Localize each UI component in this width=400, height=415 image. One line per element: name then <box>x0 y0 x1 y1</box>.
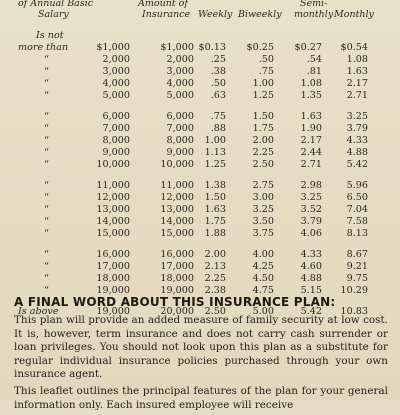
table-row <box>0 273 400 285</box>
paragraph-2: This leaflet outlines the principal features of the plan for your general information only. Each insured employee will receive <box>14 384 388 411</box>
salary-cell: 15,000 <box>96 228 130 239</box>
weekly-cell: 1.88 <box>204 228 226 239</box>
table-row <box>0 54 400 66</box>
salary-cell: 8,000 <box>102 135 130 146</box>
table-row <box>0 123 400 135</box>
insurance-cell: 13,000 <box>160 204 194 215</box>
header-weekly: Weekly <box>198 9 233 20</box>
rate-table <box>0 30 400 318</box>
insurance-cell: 5,000 <box>166 90 194 101</box>
salary-cell: 10,000 <box>96 159 130 170</box>
salary-cell: 12,000 <box>96 192 130 203</box>
monthly-cell: 7.04 <box>346 204 368 215</box>
table-row <box>0 192 400 204</box>
monthly-cell: 8.67 <box>346 249 368 260</box>
semimonthly-cell: 1.63 <box>300 111 322 122</box>
group-spacer <box>0 240 400 249</box>
semimonthly-cell: 5.15 <box>300 285 322 296</box>
monthly-cell: 7.58 <box>346 216 368 227</box>
biweekly-cell: 4.75 <box>252 285 274 296</box>
insurance-cell: $1,000 <box>160 42 194 53</box>
salary-cell: 13,000 <box>96 204 130 215</box>
weekly-cell: 1.00 <box>204 135 226 146</box>
row-label: “ <box>44 111 49 122</box>
monthly-cell: 1.08 <box>346 54 368 65</box>
row-label: “ <box>44 135 49 146</box>
row-label: “ <box>44 78 49 89</box>
salary-cell: 19,000 <box>96 306 130 317</box>
first-label-line1: Is not <box>36 30 64 41</box>
monthly-cell: 1.63 <box>346 66 368 77</box>
weekly-cell: .75 <box>210 111 226 122</box>
weekly-cell: 2.00 <box>204 249 226 260</box>
insurance-cell: 16,000 <box>160 249 194 260</box>
insurance-cell: 10,000 <box>160 159 194 170</box>
semimonthly-cell: 4.06 <box>300 228 322 239</box>
paragraph-1: This plan will provide an added measure of family security at low cost. It is, however, term insurance and does not carry cash surrender or loan privileges. You should not look upon this plan as a substitute for regular individual insurance policies purchased through your own insurance agent. <box>14 314 388 381</box>
monthly-cell: 10.83 <box>340 306 368 317</box>
monthly-cell: 2.71 <box>346 90 368 101</box>
weekly-cell: 1.50 <box>204 192 226 203</box>
salary-cell: 17,000 <box>96 261 130 272</box>
weekly-cell: 2.38 <box>204 285 226 296</box>
insurance-cell: 19,000 <box>160 285 194 296</box>
header-salary-top: of Annual Basic <box>18 0 94 9</box>
monthly-cell: 8.13 <box>346 228 368 239</box>
weekly-cell: 1.38 <box>204 180 226 191</box>
monthly-cell: 3.25 <box>346 111 368 122</box>
salary-cell: 11,000 <box>96 180 130 191</box>
monthly-cell: 2.17 <box>346 78 368 89</box>
salary-cell: 9,000 <box>102 147 130 158</box>
biweekly-cell: 4.00 <box>252 249 274 260</box>
weekly-cell: 2.13 <box>204 261 226 272</box>
biweekly-cell: 2.00 <box>252 135 274 146</box>
biweekly-cell: 3.00 <box>252 192 274 203</box>
biweekly-cell: .75 <box>258 66 274 77</box>
group-spacer <box>0 171 400 180</box>
table-row <box>0 42 400 54</box>
weekly-cell: .63 <box>210 90 226 101</box>
weekly-cell: 2.25 <box>204 273 226 284</box>
table-row <box>0 180 400 192</box>
salary-cell: 14,000 <box>96 216 130 227</box>
table-row <box>0 249 400 261</box>
biweekly-cell: 1.50 <box>252 111 274 122</box>
biweekly-cell: 1.75 <box>252 123 274 134</box>
weekly-cell: $0.13 <box>198 42 226 53</box>
row-label: “ <box>44 159 49 170</box>
monthly-cell: 4.88 <box>346 147 368 158</box>
insurance-cell: 3,000 <box>166 66 194 77</box>
insurance-cell: 15,000 <box>160 228 194 239</box>
salary-cell: 6,000 <box>102 111 130 122</box>
insurance-cell: 4,000 <box>166 78 194 89</box>
row-label: “ <box>44 204 49 215</box>
salary-cell: 3,000 <box>102 66 130 77</box>
table-row <box>0 228 400 240</box>
insurance-cell: 12,000 <box>160 192 194 203</box>
table-header <box>0 0 400 28</box>
row-label: “ <box>44 66 49 77</box>
row-label: “ <box>44 192 49 203</box>
table-row <box>0 159 400 171</box>
header-salary: Salary <box>38 9 69 20</box>
semimonthly-cell: 4.60 <box>300 261 322 272</box>
semimonthly-cell: $0.27 <box>294 42 322 53</box>
monthly-cell: 9.21 <box>346 261 368 272</box>
semimonthly-cell: 2.44 <box>300 147 322 158</box>
row-label: “ <box>44 273 49 284</box>
insurance-cell: 2,000 <box>166 54 194 65</box>
monthly-cell: 9.75 <box>346 273 368 284</box>
weekly-cell: .38 <box>210 66 226 77</box>
semimonthly-cell: 3.52 <box>300 204 322 215</box>
row-label: “ <box>44 54 49 65</box>
header-insurance: Insurance <box>142 9 191 20</box>
insurance-cell: 18,000 <box>160 273 194 284</box>
table-row <box>0 261 400 273</box>
row-label: Is above <box>18 306 59 317</box>
row-label: “ <box>44 90 49 101</box>
salary-cell: 7,000 <box>102 123 130 134</box>
row-label: “ <box>44 285 49 296</box>
biweekly-cell: 3.75 <box>252 228 274 239</box>
semimonthly-cell: 2.17 <box>300 135 322 146</box>
row-label: “ <box>44 216 49 227</box>
table-row <box>0 90 400 102</box>
row-label: “ <box>44 123 49 134</box>
table-row <box>0 147 400 159</box>
table-row <box>0 111 400 123</box>
monthly-cell: 6.50 <box>346 192 368 203</box>
insurance-cell: 17,000 <box>160 261 194 272</box>
insurance-cell: 8,000 <box>166 135 194 146</box>
salary-cell: 16,000 <box>96 249 130 260</box>
biweekly-cell: 2.25 <box>252 147 274 158</box>
row-label: “ <box>44 249 49 260</box>
semimonthly-cell: 2.98 <box>300 180 322 191</box>
row-label: “ <box>44 228 49 239</box>
header-semimonthly: monthly <box>294 9 334 20</box>
row-label: “ <box>44 180 49 191</box>
row-label: more than <box>18 42 69 53</box>
weekly-cell: 1.63 <box>204 204 226 215</box>
biweekly-cell: 5.00 <box>252 306 274 317</box>
biweekly-cell: 4.50 <box>252 273 274 284</box>
row-label: “ <box>44 147 49 158</box>
biweekly-cell: 1.25 <box>252 90 274 101</box>
semimonthly-cell: 4.33 <box>300 249 322 260</box>
weekly-cell: .88 <box>210 123 226 134</box>
weekly-cell: 1.75 <box>204 216 226 227</box>
semimonthly-cell: 1.08 <box>300 78 322 89</box>
weekly-cell: 1.25 <box>204 159 226 170</box>
biweekly-cell: 3.25 <box>252 204 274 215</box>
table-row <box>0 66 400 78</box>
insurance-cell: 6,000 <box>166 111 194 122</box>
insurance-cell: 7,000 <box>166 123 194 134</box>
salary-cell: 19,000 <box>96 285 130 296</box>
header-semi-top: Semi- <box>300 0 328 9</box>
semimonthly-cell: 1.90 <box>300 123 322 134</box>
insurance-cell: 9,000 <box>166 147 194 158</box>
table-row <box>0 135 400 147</box>
insurance-cell: 20,000 <box>160 306 194 317</box>
semimonthly-cell: 1.35 <box>300 90 322 101</box>
biweekly-cell: $0.25 <box>246 42 274 53</box>
salary-cell: 2,000 <box>102 54 130 65</box>
salary-cell: 4,000 <box>102 78 130 89</box>
header-insurance-top: Amount of <box>138 0 188 9</box>
monthly-cell: 5.96 <box>346 180 368 191</box>
first-label-row <box>0 30 400 42</box>
header-biweekly: Biweekly <box>238 9 282 20</box>
salary-cell: $1,000 <box>96 42 130 53</box>
table-row <box>0 204 400 216</box>
insurance-cell: 11,000 <box>160 180 194 191</box>
biweekly-cell: 3.50 <box>252 216 274 227</box>
group-spacer <box>0 102 400 111</box>
semimonthly-cell: 5.42 <box>300 306 322 317</box>
semimonthly-cell: 2.71 <box>300 159 322 170</box>
biweekly-cell: 2.75 <box>252 180 274 191</box>
monthly-cell: 10.29 <box>340 285 368 296</box>
monthly-cell: 3.79 <box>346 123 368 134</box>
salary-cell: 5,000 <box>102 90 130 101</box>
table-row <box>0 216 400 228</box>
monthly-cell: 5.42 <box>346 159 368 170</box>
biweekly-cell: .50 <box>258 54 274 65</box>
header-monthly: Monthly <box>334 9 374 20</box>
semimonthly-cell: 3.79 <box>300 216 322 227</box>
weekly-cell: 1.13 <box>204 147 226 158</box>
section-heading: A FINAL WORD ABOUT THIS INSURANCE PLAN: <box>14 295 336 309</box>
semimonthly-cell: 4.88 <box>300 273 322 284</box>
weekly-cell: 2.50 <box>204 306 226 317</box>
salary-cell: 18,000 <box>96 273 130 284</box>
biweekly-cell: 4.25 <box>252 261 274 272</box>
semimonthly-cell: 3.25 <box>300 192 322 203</box>
biweekly-cell: 1.00 <box>252 78 274 89</box>
biweekly-cell: 2.50 <box>252 159 274 170</box>
weekly-cell: .25 <box>210 54 226 65</box>
insurance-cell: 14,000 <box>160 216 194 227</box>
row-label: “ <box>44 261 49 272</box>
table-row <box>0 78 400 90</box>
monthly-cell: 4.33 <box>346 135 368 146</box>
monthly-cell: $0.54 <box>340 42 368 53</box>
weekly-cell: .50 <box>210 78 226 89</box>
semimonthly-cell: .54 <box>306 54 322 65</box>
semimonthly-cell: .81 <box>306 66 322 77</box>
